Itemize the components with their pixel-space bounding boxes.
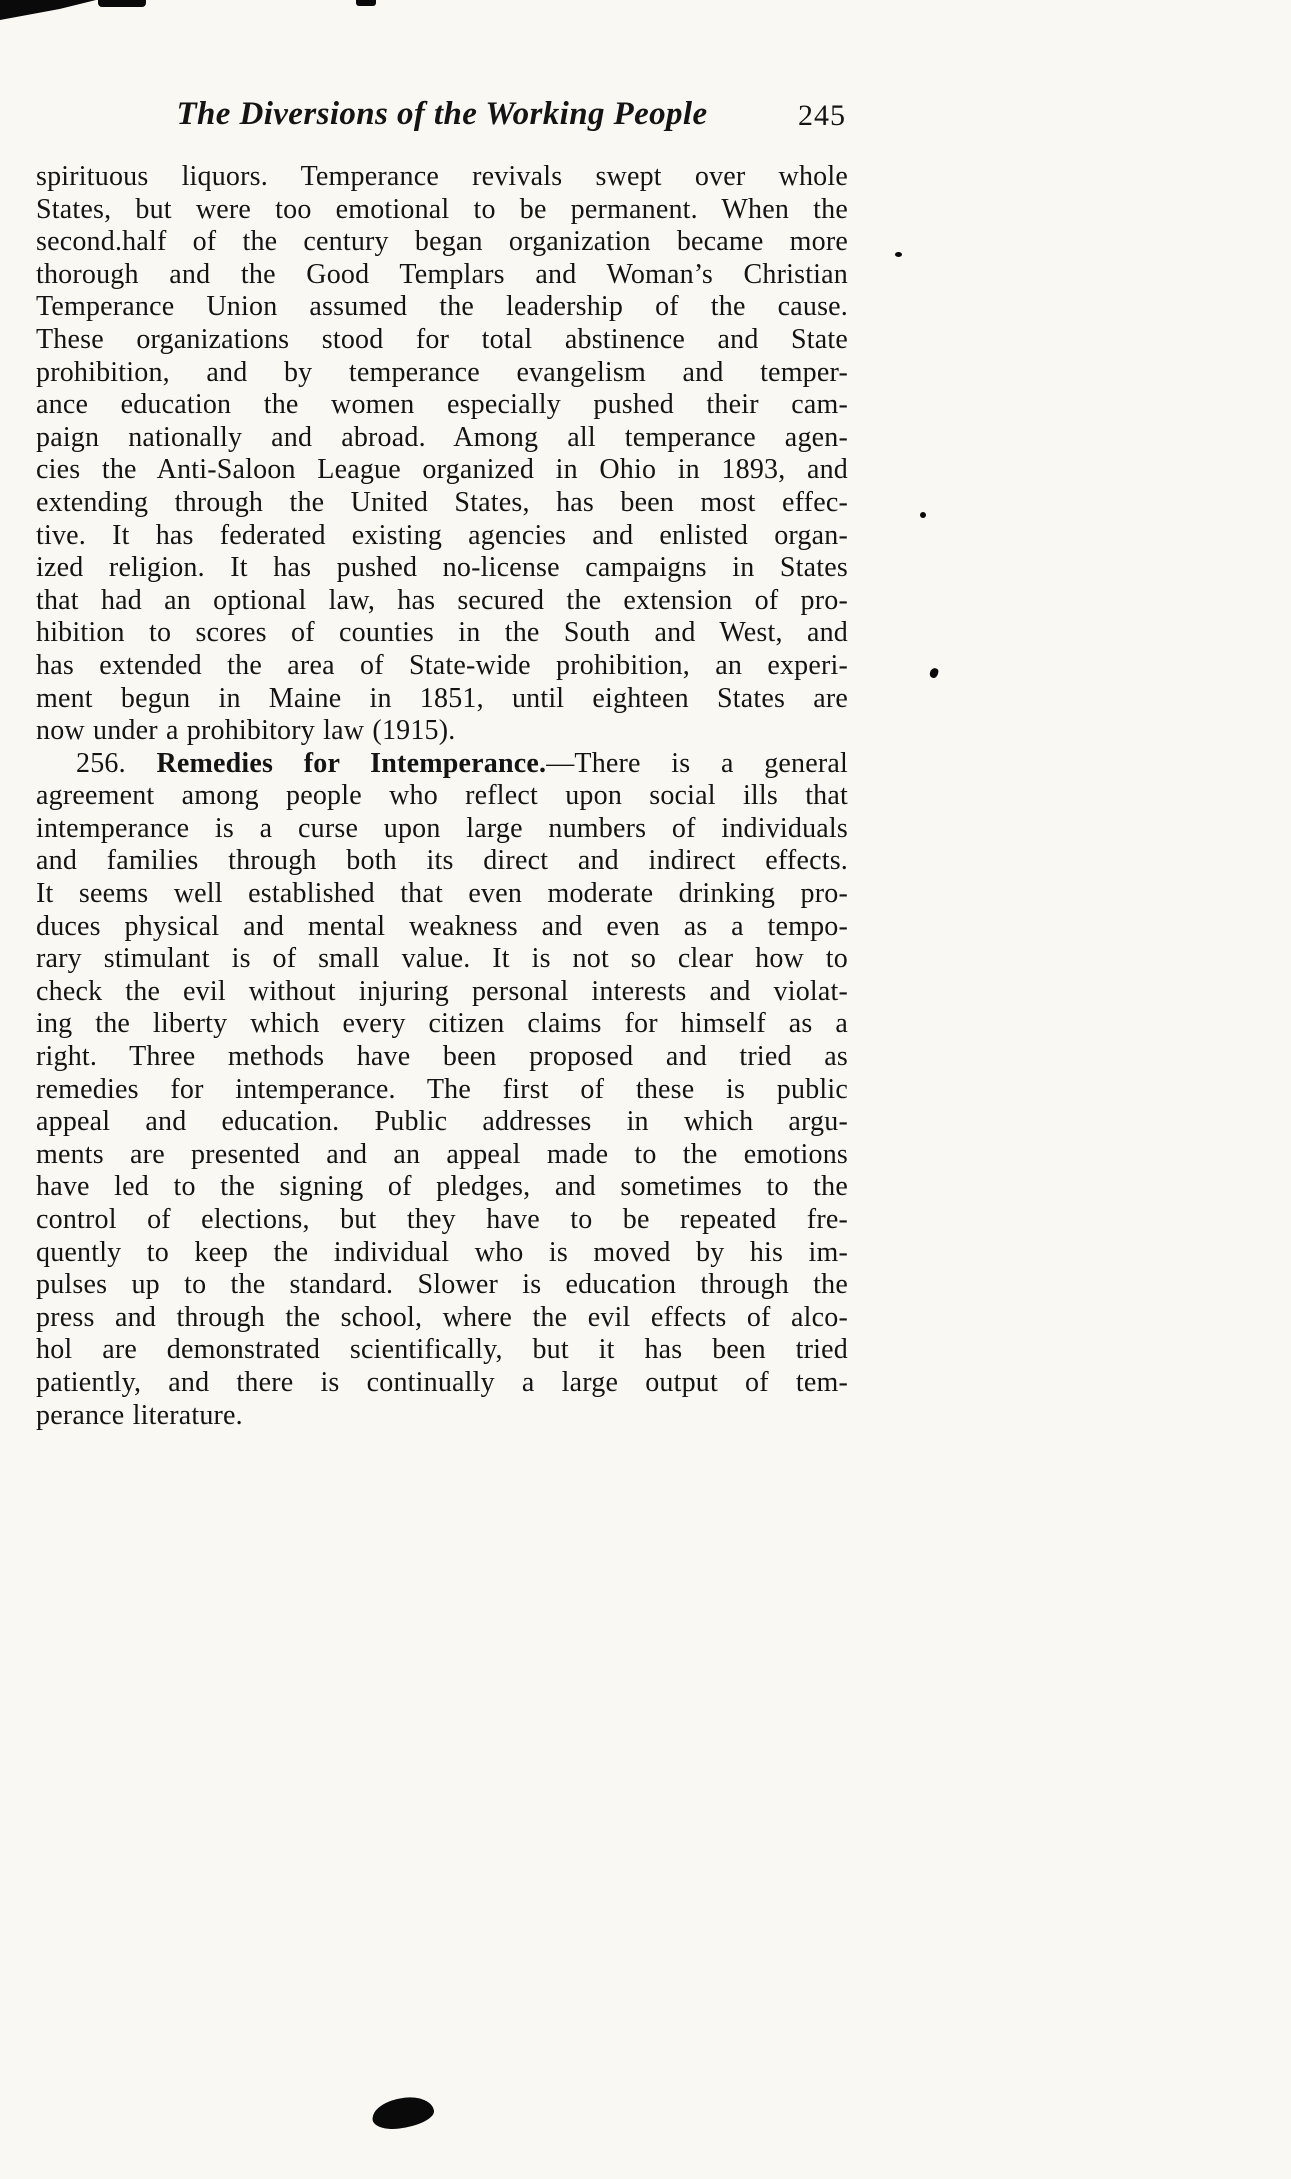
text-line: hibition to scores of counties in the South and West, and bbox=[36, 617, 848, 649]
text-line: right. Three methods have been proposed and tried as bbox=[36, 1041, 848, 1073]
text-line: ments are presented and an appeal made to the emotions bbox=[36, 1138, 848, 1170]
text-line: prohibition, and by temperance evangelism and temper- bbox=[36, 356, 848, 388]
scan-artifact-dash bbox=[356, 0, 376, 6]
text-line: have led to the signing of pledges, and sometimes to the bbox=[36, 1171, 848, 1203]
text-line: agreement among people who reflect upon social ills that bbox=[36, 780, 848, 812]
text-line: appeal and education. Public addresses in which argu- bbox=[36, 1106, 848, 1138]
text-line: These organizations stood for total abstinence and State bbox=[36, 323, 848, 355]
text-line: extending through the United States, has been most effec- bbox=[36, 486, 848, 518]
scan-artifact-corner bbox=[0, 0, 96, 20]
text-line: patiently, and there is continually a large output of tem- bbox=[36, 1366, 848, 1398]
page-number: 245 bbox=[798, 99, 846, 132]
text-line: ized religion. It has pushed no-license campaigns in States bbox=[36, 552, 848, 584]
scan-artifact-dash bbox=[98, 0, 146, 7]
text-line: and families through both its direct and indirect effects. bbox=[36, 845, 848, 877]
text-line: that had an optional law, has secured the extension of pro- bbox=[36, 584, 848, 616]
text-line: rary stimulant is of small value. It is not so clear how to bbox=[36, 943, 848, 975]
text-line: remedies for intemperance. The first of these is public bbox=[36, 1073, 848, 1105]
scan-artifact-speck bbox=[920, 512, 926, 518]
scan-artifact-inkblot bbox=[370, 2094, 435, 2131]
text-line: second.half of the century began organization became more bbox=[36, 226, 848, 258]
text-line: spirituous liquors. Temperance revivals swept over whole bbox=[36, 161, 848, 192]
text-line: ment begun in Maine in 1851, until eighteen States are bbox=[36, 682, 848, 714]
text-line: perance literature. bbox=[36, 1399, 243, 1431]
text-line: tive. It has federated existing agencies and enlisted organ- bbox=[36, 519, 848, 551]
text-line: hol are demonstrated scientifically, but it has been tried bbox=[36, 1334, 848, 1366]
section-lead-text: —There is a general bbox=[546, 747, 848, 779]
text-line: has extended the area of State-wide prohibition, an experi- bbox=[36, 649, 848, 681]
scan-artifact-speck bbox=[895, 252, 902, 257]
page-body bbox=[36, 161, 848, 1432]
text-line: It seems well established that even moderate drinking pro- bbox=[36, 878, 848, 910]
text-line: intemperance is a curse upon large numbers of individuals bbox=[36, 812, 848, 844]
text-line: ing the liberty which every citizen claims for himself as a bbox=[36, 1008, 848, 1040]
running-title: The Diversions of the Working People bbox=[176, 96, 708, 132]
text-line: cies the Anti-Saloon League organized in Ohio in 1893, and bbox=[36, 454, 848, 486]
text-line: check the evil without injuring personal interests and violat- bbox=[36, 975, 848, 1007]
text-line: now under a prohibitory law (1915). bbox=[36, 715, 456, 747]
text-line: quently to keep the individual who is moved by his im- bbox=[36, 1236, 848, 1268]
page-header bbox=[36, 96, 848, 140]
text-line: press and through the school, where the evil effects of alco- bbox=[36, 1301, 848, 1333]
text-line: Temperance Union assumed the leadership of the cause. bbox=[36, 291, 848, 323]
text-line: thorough and the Good Templars and Woman’s Christian bbox=[36, 258, 848, 290]
text-line: duces physical and mental weakness and even as a tempo- bbox=[36, 910, 848, 942]
text-line: ance education the women especially pushed their cam- bbox=[36, 389, 848, 421]
scan-artifact-speck bbox=[929, 667, 940, 679]
section-heading: Remedies for Intemperance. bbox=[156, 747, 547, 779]
section-number: 256. bbox=[76, 747, 126, 779]
text-line: paign nationally and abroad. Among all temperance agen- bbox=[36, 421, 848, 453]
text-line: States, but were too emotional to be permanent. When the bbox=[36, 193, 848, 225]
text-line: control of elections, but they have to be repeated fre- bbox=[36, 1204, 848, 1235]
text-line bbox=[36, 748, 848, 781]
text-line: pulses up to the standard. Slower is education through the bbox=[36, 1269, 848, 1301]
